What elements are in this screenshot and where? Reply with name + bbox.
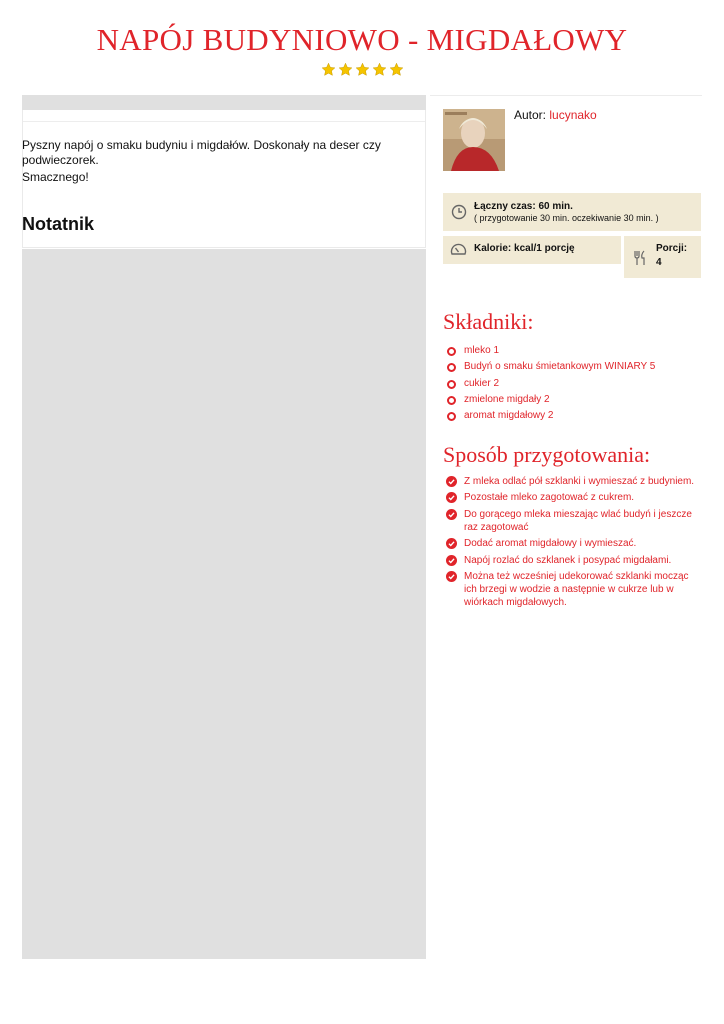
steps-list xyxy=(446,475,702,612)
servings-value: 4 xyxy=(656,257,662,268)
ingredient-item xyxy=(447,392,655,408)
ring-bullet-icon xyxy=(447,363,456,372)
ingredient-text: cukier 2 xyxy=(464,377,500,389)
check-circle-icon xyxy=(446,476,457,487)
divider xyxy=(430,95,702,96)
ingredient-text: mleko 1 xyxy=(464,345,500,356)
author-line xyxy=(514,108,597,122)
fork-knife-icon xyxy=(634,250,646,266)
check-circle-icon xyxy=(446,509,457,520)
check-circle-icon xyxy=(446,538,457,549)
author-name-link[interactable]: lucynako xyxy=(549,108,597,122)
step-item xyxy=(446,491,702,504)
author-avatar[interactable] xyxy=(443,109,505,171)
closing-text: Smacznego! xyxy=(22,170,89,184)
ring-bullet-icon xyxy=(447,396,456,405)
total-time-label: Łączny czas: 60 min. xyxy=(474,201,573,212)
star-icon xyxy=(389,62,404,77)
ingredient-item xyxy=(447,359,655,375)
ring-bullet-icon xyxy=(447,412,456,421)
ingredient-text: aromat migdałowy 2 xyxy=(464,410,554,422)
servings-label: Porcji: xyxy=(656,243,688,254)
ingredient-text: zmielone migdały 2 xyxy=(464,393,550,405)
ring-bullet-icon xyxy=(447,380,456,389)
step-text: Pozostałe mleko zagotować z cukrem. xyxy=(464,492,635,504)
ingredient-text: Budyń o smaku śmietankowym WINIARY 5 xyxy=(464,361,656,373)
image-placeholder-bar xyxy=(22,95,426,110)
star-icon xyxy=(338,62,353,77)
step-item xyxy=(446,537,702,550)
check-circle-icon xyxy=(446,492,457,503)
check-circle-icon xyxy=(446,555,457,566)
time-box xyxy=(443,193,701,231)
ingredients-heading: Składniki: xyxy=(443,309,534,334)
avatar-image xyxy=(443,109,505,171)
star-icon xyxy=(372,62,387,77)
check-circle-icon xyxy=(446,571,457,582)
notes-heading: Notatnik xyxy=(22,214,94,234)
step-text: Dodać aromat migdałowy i wymieszać. xyxy=(464,538,637,550)
speedometer-icon xyxy=(450,242,467,257)
step-item xyxy=(446,554,702,567)
recipe-title: NAPÓJ BUDYNIOWO - MIGDAŁOWY xyxy=(96,22,628,57)
step-text: Do gorącego mleka mieszając wlać budyń i jeszcze raz zagotować xyxy=(464,508,692,533)
ingredient-item xyxy=(447,408,655,424)
calories-box xyxy=(443,236,621,264)
step-text: Można też wcześniej udekorować szklanki mocząc ich brzegi w wodzie a następnie w cukrze lub w wiórkach migdałowych. xyxy=(464,570,689,608)
ingredients-list xyxy=(447,343,655,424)
step-item xyxy=(446,570,702,609)
star-icon xyxy=(355,62,370,77)
calories-label: Kalorie: kcal/1 porcję xyxy=(474,243,575,254)
author-label: Autor: xyxy=(514,108,547,122)
notes-area xyxy=(22,249,426,959)
rating-stars xyxy=(0,62,724,82)
clock-icon xyxy=(451,204,467,220)
servings-box xyxy=(624,236,701,278)
divider xyxy=(23,121,425,122)
ingredient-item xyxy=(447,343,655,359)
step-text: Napój rozlać do szklanek i posypać migdałami. xyxy=(464,554,672,566)
step-item xyxy=(446,475,702,488)
steps-heading: Sposób przygotowania: xyxy=(443,442,651,467)
step-item xyxy=(446,508,702,534)
time-detail: ( przygotowanie 30 min. oczekiwanie 30 min. ) xyxy=(474,213,659,223)
step-text: Z mleka odlać pół szklanki i wymieszać z budyniem. xyxy=(464,476,695,487)
star-icon xyxy=(321,62,336,77)
ingredient-item xyxy=(447,376,655,392)
ring-bullet-icon xyxy=(447,347,456,356)
recipe-description: Pyszny napój o smaku budyniu i migdałów. Doskonały na deser czy podwieczorek. xyxy=(22,138,381,167)
